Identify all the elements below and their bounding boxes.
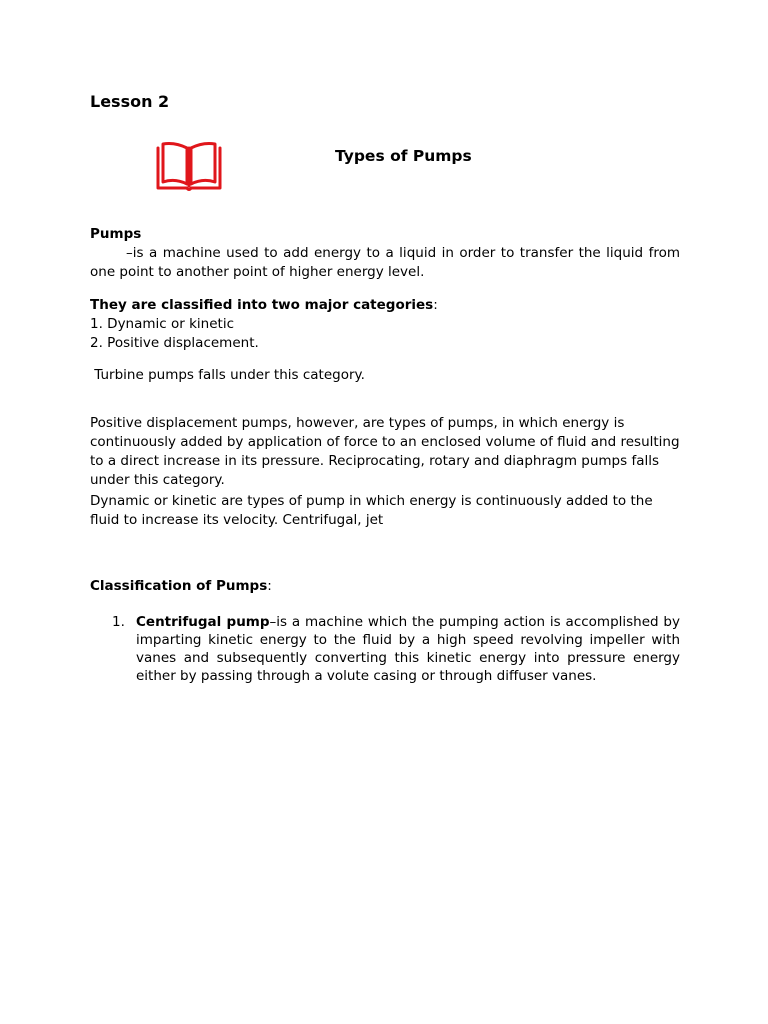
category-item: 2. Positive displacement. — [90, 335, 259, 351]
pumps-heading: Pumps — [90, 226, 142, 242]
list-item-description: –is a machine which the pumping action is accomplished by imparting kinetic energy to the fluid by a high speed revolving impeller with vanes and subsequently converting this kinetic energy into pressure energy either by passing through a volute casing or through diffuser vanes. — [136, 614, 680, 684]
list-item-body — [136, 613, 680, 685]
classification-colon: : — [267, 578, 272, 594]
categories-colon: : — [433, 297, 438, 313]
list-item — [112, 613, 680, 685]
pumps-definition: –is a machine used to add energy to a liquid in order to transfer the liquid from one point to another point of higher energy level. — [90, 245, 680, 280]
pumps-section — [90, 225, 680, 282]
book-icon — [155, 140, 223, 192]
classification-heading-line — [90, 577, 680, 596]
category-item: 1. Dynamic or kinetic — [90, 316, 234, 332]
categories-section — [90, 296, 680, 353]
dynamic-paragraph: Dynamic or kinetic are types of pump in which energy is continuously added to the fluid to increase its velocity. Centrifugal, jet — [90, 493, 653, 528]
categories-heading: They are classified into two major categories — [90, 297, 434, 313]
list-item-number: 1. — [112, 614, 125, 630]
list-item-term: Centrifugal pump — [136, 614, 270, 630]
categories-heading-line — [90, 296, 680, 315]
positive-paragraph: Positive displacement pumps, however, are types of pumps, in which energy is continuously added by application of force to an enclosed volume of fluid and resulting to a direct increase in its pressure. Reciprocating, rotary and diaphragm pumps falls under this category. — [90, 415, 680, 488]
turbine-note: Turbine pumps falls under this category. — [90, 367, 365, 383]
page-title: Types of Pumps — [335, 147, 472, 165]
lesson-label: Lesson 2 — [90, 92, 170, 111]
classification-heading: Classification of Pumps — [90, 578, 268, 594]
